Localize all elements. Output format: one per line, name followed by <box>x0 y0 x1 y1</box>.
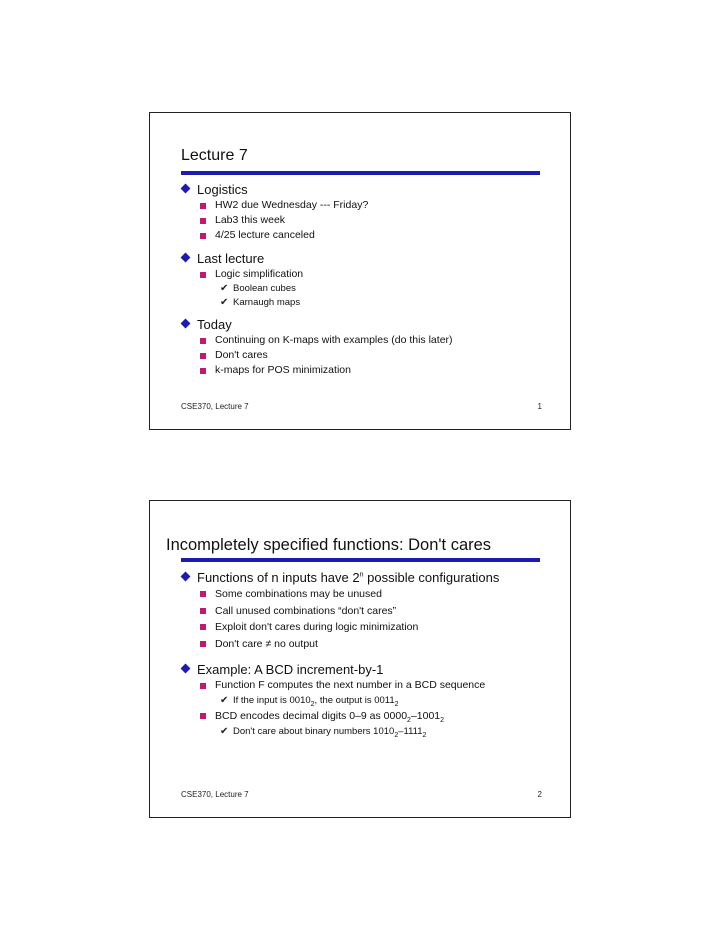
square-bullet-icon <box>200 641 206 647</box>
check-bullet-icon: ✔ <box>220 695 229 706</box>
list-item: Some combinations may be unused <box>181 586 542 603</box>
square-bullet-icon <box>200 233 206 239</box>
square-bullet-icon <box>200 272 206 278</box>
square-bullet-icon <box>200 608 206 614</box>
square-bullet-icon <box>200 218 206 224</box>
slide-2 <box>149 500 571 818</box>
diamond-bullet-icon <box>181 664 191 674</box>
bullet-functions: Functions of n inputs have 2$^n$ possible configurations <box>181 569 542 586</box>
list-item: Logic simplification <box>181 267 542 282</box>
list-item: Call unused combinations “don't cares” <box>181 603 542 620</box>
sub-list-item: ✔ If the input is $0010_2$, the output is $0011_2$ <box>220 695 399 708</box>
diamond-bullet-icon <box>181 319 191 329</box>
sub-list-item: ✔ Don't care about binary numbers $1010_2-1111_2$ <box>220 726 427 739</box>
diamond-bullet-icon <box>181 184 191 194</box>
slide-title: Lecture 7 <box>181 147 248 164</box>
footer-course: CSE370, Lecture 7 <box>181 402 249 411</box>
square-bullet-icon <box>200 338 206 344</box>
check-bullet-icon: ✔ <box>220 296 229 308</box>
square-bullet-icon <box>200 713 206 719</box>
square-bullet-icon <box>200 591 206 597</box>
footer-course: CSE370, Lecture 7 <box>181 790 249 799</box>
check-bullet-icon: ✔ <box>220 283 229 294</box>
sub-list-item: ✔ Karnaugh maps <box>220 296 301 308</box>
check-bullet-icon: ✔ <box>220 726 229 737</box>
page-number: 1 <box>537 402 542 411</box>
list-item: Lab3 this week <box>181 213 542 228</box>
list-item: Continuing on K-maps with examples (do this later) <box>181 333 542 348</box>
title-rule <box>181 558 540 562</box>
list-item: BCD encodes decimal digits 0–9 as $0000_2-1001_2$ <box>181 708 542 724</box>
slide-title: Incompletely specified functions: Don't cares <box>166 536 492 554</box>
bullet-logistics: Logistics <box>181 181 542 198</box>
title-rule <box>181 171 540 175</box>
bullet-example: Example: A BCD increment-by-1 <box>181 661 542 678</box>
list-item: k-maps for POS minimization <box>181 363 542 378</box>
list-item: 4/25 lecture canceled <box>181 228 542 243</box>
list-item: Exploit don't cares during logic minimization <box>181 619 542 636</box>
square-bullet-icon <box>200 203 206 209</box>
slide-footer <box>181 790 542 799</box>
list-item: HW2 due Wednesday --- Friday? <box>181 198 542 213</box>
square-bullet-icon <box>200 683 206 689</box>
bullet-today: Today <box>181 316 542 333</box>
slide-footer <box>181 402 542 411</box>
slide-1 <box>149 112 571 430</box>
square-bullet-icon <box>200 368 206 374</box>
square-bullet-icon <box>200 624 206 630</box>
slide-body <box>181 181 542 378</box>
list-item: Don't care ≠ no output <box>181 636 542 653</box>
page-number: 2 <box>537 790 542 799</box>
diamond-bullet-icon <box>181 572 191 582</box>
bullet-last-lecture: Last lecture <box>181 250 542 267</box>
sub-list-item: ✔ Boolean cubes <box>220 283 296 294</box>
square-bullet-icon <box>200 353 206 359</box>
list-item: Don't cares <box>181 348 542 363</box>
diamond-bullet-icon <box>181 253 191 263</box>
list-item: Function F computes the next number in a BCD sequence <box>181 678 542 693</box>
slide-body <box>181 569 542 739</box>
